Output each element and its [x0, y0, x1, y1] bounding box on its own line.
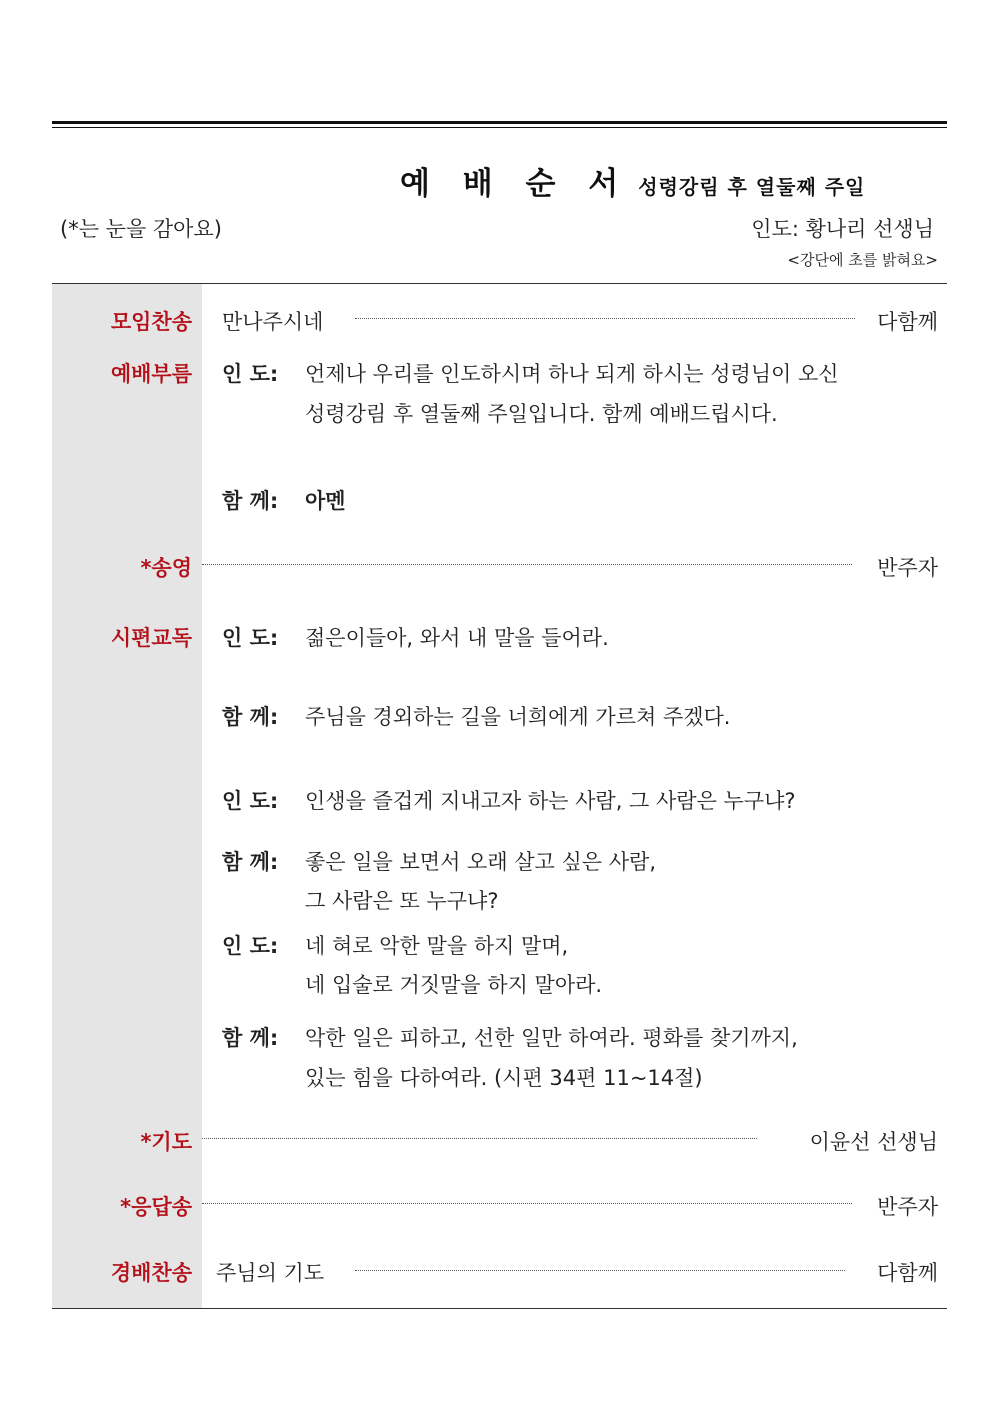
- speaker-tag: 인 도:: [222, 934, 279, 958]
- gathering-song-title: 만나주시네: [222, 310, 324, 334]
- top-rule-thick: [52, 121, 947, 124]
- psalm-line: 네 혀로 악한 말을 하지 말며,: [305, 934, 569, 958]
- speaker-tag: 인 도:: [222, 362, 279, 386]
- candle-note: <강단에 초를 밝혀요>: [787, 251, 938, 269]
- doxology-by: 반주자: [877, 556, 938, 580]
- speaker-tag: 함 께:: [222, 1026, 279, 1050]
- response-song-by: 반주자: [877, 1195, 938, 1219]
- label-prayer: *기도: [140, 1130, 192, 1154]
- call-leader-line-2: 성령강림 후 열둘째 주일입니다. 함께 예배드립시다.: [305, 402, 778, 426]
- psalm-line: 인생을 즐겁게 지내고자 하는 사람, 그 사람은 누구냐?: [305, 789, 796, 813]
- label-closing-song: 경배찬송: [110, 1261, 192, 1285]
- label-psalm-reading: 시편교독: [110, 626, 192, 650]
- closing-song-title: 주님의 기도: [216, 1261, 325, 1285]
- psalm-line: 악한 일은 피하고, 선한 일만 하여라. 평화를 찾기까지,: [305, 1026, 798, 1050]
- title-main: 예 배 순 서: [400, 166, 630, 202]
- label-call-to-worship: 예배부름: [110, 362, 192, 386]
- speaker-tag: 함 께:: [222, 850, 279, 874]
- speaker-tag: 함 께:: [222, 705, 279, 729]
- gathering-song-by: 다함께: [877, 310, 938, 334]
- leader-dots: [202, 1203, 852, 1204]
- leader-dots: [202, 564, 852, 565]
- label-gathering-song: 모임찬송: [110, 310, 192, 334]
- eyes-closed-note: (*는 눈을 감아요): [60, 217, 222, 241]
- psalm-line-cont: 있는 힘을 다하여라. (시편 34편 11~14절): [305, 1066, 703, 1090]
- psalm-line: 주님을 경외하는 길을 너희에게 가르쳐 주겠다.: [305, 705, 731, 729]
- title-subtitle: 성령강림 후 열둘째 주일: [638, 175, 866, 199]
- page-title: [400, 158, 865, 203]
- call-all-response: 아멘: [305, 489, 346, 513]
- top-rule-thin: [52, 127, 947, 128]
- label-response-song: *응답송: [120, 1195, 192, 1219]
- leader-dots: [355, 1270, 845, 1271]
- speaker-tag: 인 도:: [222, 626, 279, 650]
- prayer-by: 이윤선 선생님: [809, 1130, 938, 1154]
- leader-info: 인도: 황나리 선생님: [751, 217, 934, 241]
- call-leader-line-1: 언제나 우리를 인도하시며 하나 되게 하시는 성령님이 오신: [305, 362, 839, 386]
- speaker-tag: 함 께:: [222, 489, 279, 513]
- speaker-tag: 인 도:: [222, 789, 279, 813]
- leader-dots: [355, 318, 855, 319]
- label-doxology: *송영: [140, 556, 192, 580]
- psalm-line-cont: 네 입술로 거짓말을 하지 말아라.: [305, 973, 603, 997]
- psalm-line: 좋은 일을 보면서 오래 살고 싶은 사람,: [305, 850, 657, 874]
- closing-song-by: 다함께: [877, 1261, 938, 1285]
- psalm-line-cont: 그 사람은 또 누구냐?: [305, 889, 499, 913]
- psalm-line: 젊은이들아, 와서 내 말을 들어라.: [305, 626, 609, 650]
- leader-dots: [202, 1138, 757, 1139]
